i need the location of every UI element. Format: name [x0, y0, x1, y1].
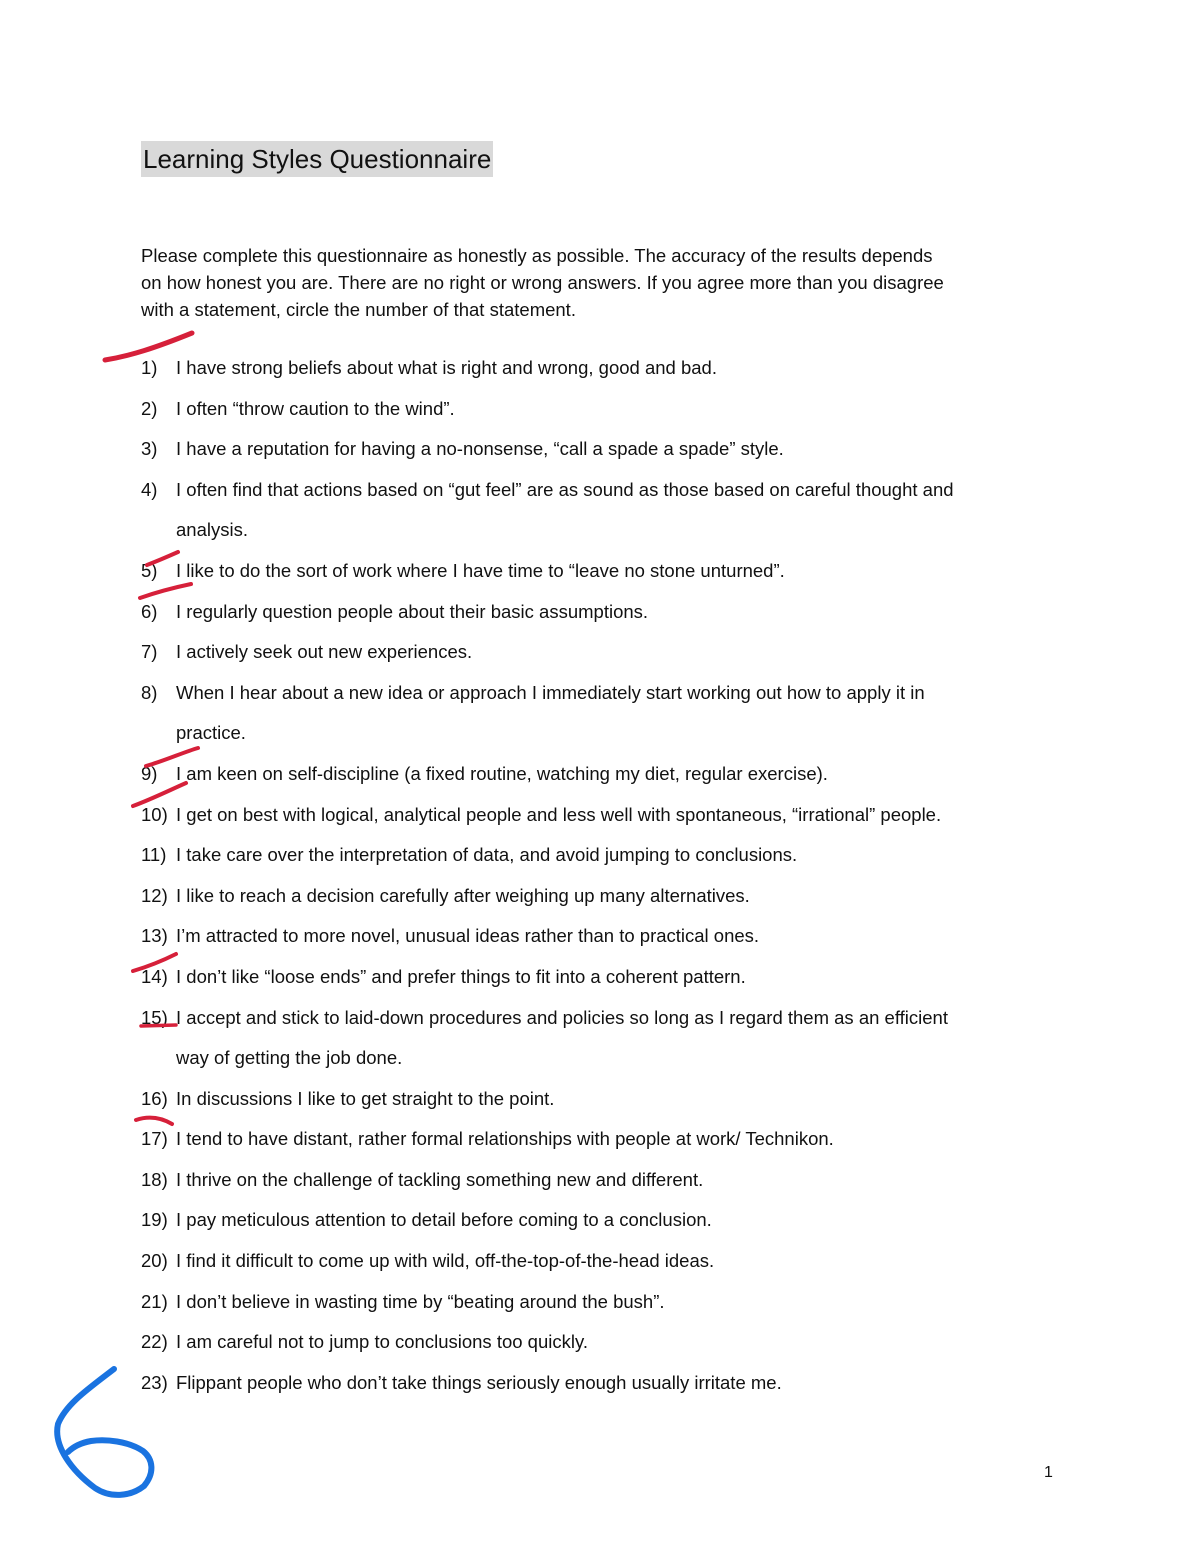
statement-number: 3)	[141, 438, 158, 460]
statement-number: 13)	[141, 925, 168, 947]
statement-number: 4)	[141, 478, 158, 500]
statement-item-continuation	[141, 1038, 1101, 1079]
statement-number: 6)	[141, 600, 158, 622]
statement-number: 1)	[141, 357, 158, 378]
statement-text: I like to reach a decision carefully after weighing up many alternatives.	[176, 884, 750, 906]
page-number: 1	[1044, 1464, 1053, 1481]
statement-item	[141, 916, 1101, 957]
instructions-paragraph	[141, 242, 1081, 323]
statement-number: 12)	[141, 884, 168, 906]
statement-text: way of getting the job done.	[176, 1047, 403, 1069]
statement-item	[141, 957, 1101, 998]
statement-text: Flippant people who don’t take things seriously enough usually irritate me.	[176, 1371, 782, 1393]
statement-number: 22)	[141, 1331, 168, 1353]
statement-item	[141, 1241, 1101, 1282]
statement-item	[141, 998, 1101, 1039]
statement-number: 5)	[141, 559, 158, 581]
statement-item	[141, 348, 1101, 389]
statement-number: 10)	[141, 803, 168, 825]
statement-item	[141, 1322, 1101, 1363]
statement-number: 7)	[141, 641, 158, 663]
statement-item	[141, 1160, 1101, 1201]
statement-item	[141, 1282, 1101, 1323]
statement-text: I actively seek out new experiences.	[176, 641, 473, 663]
statement-number: 11)	[141, 844, 167, 866]
statement-text: I accept and stick to laid-down procedures and policies so long as I regard them as an efficient	[176, 1006, 948, 1028]
statement-text: When I hear about a new idea or approach I immediately start working out how to apply it in	[176, 681, 925, 703]
statement-text: I get on best with logical, analytical people and less well with spontaneous, “irrational” people.	[176, 803, 942, 825]
statement-text: I take care over the interpretation of data, and avoid jumping to conclusions.	[176, 844, 798, 866]
statement-item	[141, 389, 1101, 430]
statement-number: 2)	[141, 397, 158, 419]
statement-item	[141, 632, 1101, 673]
statement-number: 23)	[141, 1371, 168, 1393]
instructions-line: with a statement, circle the number of that statement.	[141, 299, 576, 320]
statement-number: 14)	[141, 965, 168, 987]
statement-text: I like to do the sort of work where I have time to “leave no stone unturned”.	[176, 559, 785, 581]
statement-text: I’m attracted to more novel, unusual ideas rather than to practical ones.	[176, 925, 760, 947]
statement-text: I regularly question people about their basic assumptions.	[176, 600, 649, 622]
statement-item-continuation	[141, 510, 1101, 551]
statement-text: I have strong beliefs about what is right and wrong, good and bad.	[176, 357, 717, 378]
statement-item	[141, 551, 1101, 592]
statement-item-continuation	[141, 713, 1101, 754]
statement-text: I pay meticulous attention to detail before coming to a conclusion.	[176, 1209, 712, 1231]
statement-text: I am keen on self-discipline (a fixed routine, watching my diet, regular exercise).	[176, 762, 828, 784]
statement-list	[141, 348, 1101, 1403]
statement-item	[141, 876, 1101, 917]
statement-text: practice.	[176, 722, 246, 744]
statement-number: 17)	[141, 1128, 168, 1150]
statement-text: analysis.	[176, 519, 248, 541]
statement-text: I find it difficult to come up with wild, off-the-top-of-the-head ideas.	[176, 1250, 715, 1272]
blue-handwritten-tally-six	[57, 1369, 151, 1495]
statement-text: I often find that actions based on “gut feel” are as sound as those based on careful thought and	[176, 478, 954, 500]
statement-number: 15)	[141, 1006, 168, 1028]
instructions-line: on how honest you are. There are no right or wrong answers. If you agree more than you disagree	[141, 272, 944, 293]
instructions-line: Please complete this questionnaire as honestly as possible. The accuracy of the results depends	[141, 245, 933, 266]
statement-number: 19)	[141, 1209, 168, 1231]
statement-number: 18)	[141, 1168, 168, 1190]
statement-item	[141, 429, 1101, 470]
statement-item	[141, 1079, 1101, 1120]
statement-text: I thrive on the challenge of tackling something new and different.	[176, 1168, 704, 1190]
statement-text: I am careful not to jump to conclusions too quickly.	[176, 1331, 588, 1353]
statement-text: I don’t like “loose ends” and prefer things to fit into a coherent pattern.	[176, 965, 746, 987]
statement-item	[141, 470, 1101, 511]
statement-item	[141, 673, 1101, 714]
statement-number: 21)	[141, 1290, 168, 1312]
statement-text: In discussions I like to get straight to the point.	[176, 1087, 555, 1109]
statement-number: 20)	[141, 1250, 168, 1272]
statement-item	[141, 795, 1101, 836]
statement-text: I tend to have distant, rather formal relationships with people at work/ Technikon.	[176, 1128, 834, 1150]
statement-item	[141, 592, 1101, 633]
statement-item	[141, 1363, 1101, 1404]
statement-text: I don’t believe in wasting time by “beating around the bush”.	[176, 1290, 665, 1312]
statement-text: I have a reputation for having a no-nonsense, “call a spade a spade” style.	[176, 438, 784, 460]
statement-item	[141, 835, 1101, 876]
statement-number: 16)	[141, 1087, 168, 1109]
page-title: Learning Styles Questionnaire	[141, 141, 493, 177]
statement-item	[141, 1119, 1101, 1160]
statement-number: 8)	[141, 681, 158, 703]
statement-item	[141, 754, 1101, 795]
statement-number: 9)	[141, 762, 158, 784]
statement-text: I often “throw caution to the wind”.	[176, 397, 455, 419]
statement-item	[141, 1200, 1101, 1241]
